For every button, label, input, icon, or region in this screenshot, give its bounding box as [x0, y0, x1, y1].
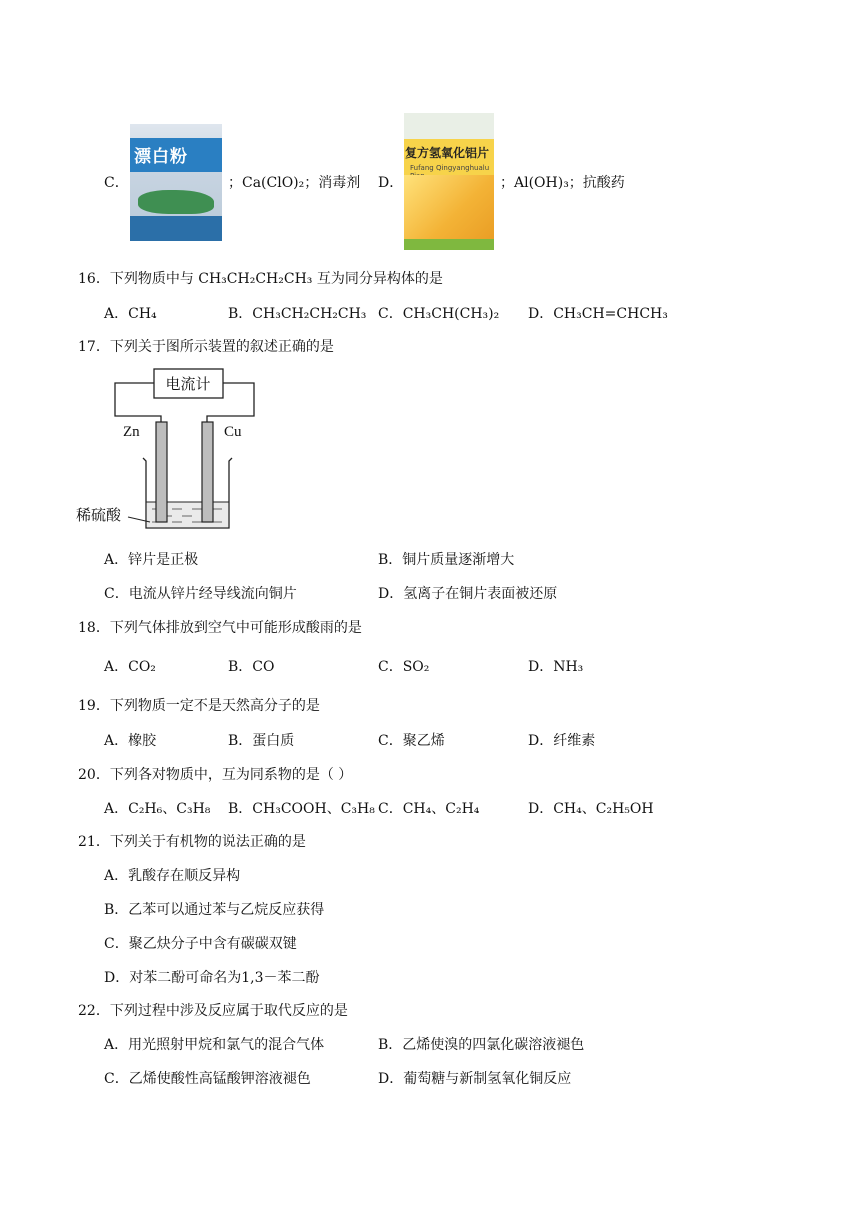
- q19-option-c: C．聚乙烯: [378, 733, 445, 749]
- q15-option-c-label: C．: [104, 175, 129, 191]
- q18-option-c: C．SO₂: [378, 659, 430, 675]
- q17-option-b: B．铜片质量逐渐增大: [378, 552, 515, 568]
- q18-option-b: B．CO: [228, 659, 275, 675]
- q16-option-d: D．CH₃CH=CHCH₃: [528, 306, 668, 322]
- q15-option-d-text: ；Al(OH)₃；抗酸药: [500, 175, 625, 191]
- q21-stem: 21．下列关于有机物的说法正确的是: [78, 834, 306, 850]
- q19-option-d: D．纤维素: [528, 733, 596, 749]
- box-subtitle: Fufang Qingyanghualu: [410, 164, 490, 172]
- bag-title: 漂白粉: [134, 147, 188, 167]
- medicine-box-photo: [404, 113, 494, 250]
- q19-stem: 19．下列物质一定不是天然高分子的是: [78, 698, 320, 714]
- q18-option-d: D．NH₃: [528, 659, 584, 675]
- q16-option-a: A．CH₄: [104, 306, 157, 322]
- q16-option-b: B．CH₃CH₂CH₂CH₃: [228, 306, 367, 322]
- q17-option-a: A．锌片是正极: [104, 552, 199, 568]
- q20-option-a: A．C₂H₆、C₃H₈: [104, 801, 211, 817]
- q22-option-a: A．用光照射甲烷和氯气的混合气体: [104, 1037, 325, 1053]
- q18-stem: 18．下列气体排放到空气中可能形成酸雨的是: [78, 620, 362, 636]
- q20-option-b: B．CH₃COOH、C₃H₈: [228, 801, 375, 817]
- q21-option-d: D．对苯二酚可命名为1,3－苯二酚: [104, 970, 320, 986]
- q22-stem: 22．下列过程中涉及反应属于取代反应的是: [78, 1003, 348, 1019]
- meter-label: 电流计: [165, 375, 211, 393]
- solution-label: 稀硫酸: [76, 506, 122, 524]
- q22-option-b: B．乙烯使溴的四氯化碳溶液褪色: [378, 1037, 585, 1053]
- q21-option-b: B．乙苯可以通过苯与乙烷反应获得: [104, 902, 325, 918]
- q21-option-c: C．聚乙炔分子中含有碳碳双键: [104, 936, 297, 952]
- zn-label: Zn: [123, 424, 140, 440]
- q18-option-a: A．CO₂: [104, 659, 156, 675]
- q20-stem: 20．下列各对物质中，互为同系物的是（ ）: [78, 767, 353, 783]
- q15-option-c-text: ；Ca(ClO)₂；消毒剂: [228, 175, 361, 191]
- q22-option-c: C．乙烯使酸性高锰酸钾溶液褪色: [104, 1071, 311, 1087]
- q19-option-b: B．蛋白质: [228, 733, 295, 749]
- q20-option-c: C．CH₄、C₂H₄: [378, 801, 480, 817]
- q19-option-a: A．橡胶: [104, 733, 157, 749]
- q17-option-c: C．电流从锌片经导线流向铜片: [104, 586, 297, 602]
- box-title: 复方氢氧化铝片: [405, 146, 490, 160]
- q15-option-d-label: D．: [378, 175, 404, 191]
- q16-stem: 16．下列物质中与 CH₃CH₂CH₂CH₃ 互为同分异构体的是: [78, 271, 443, 287]
- q17-option-d: D．氢离子在铜片表面被还原: [378, 586, 558, 602]
- q17-stem: 17．下列关于图所示装置的叙述正确的是: [78, 339, 334, 355]
- q16-option-c: C．CH₃CH(CH₃)₂: [378, 306, 500, 322]
- cu-label: Cu: [224, 424, 242, 440]
- q20-option-d: D．CH₄、C₂H₅OH: [528, 801, 654, 817]
- q22-option-d: D．葡萄糖与新制氢氧化铜反应: [378, 1071, 572, 1087]
- bleaching-powder-photo: [130, 124, 222, 241]
- q21-option-a: A．乳酸存在顺反异构: [104, 868, 241, 884]
- galvanic-cell-diagram: [76, 362, 266, 540]
